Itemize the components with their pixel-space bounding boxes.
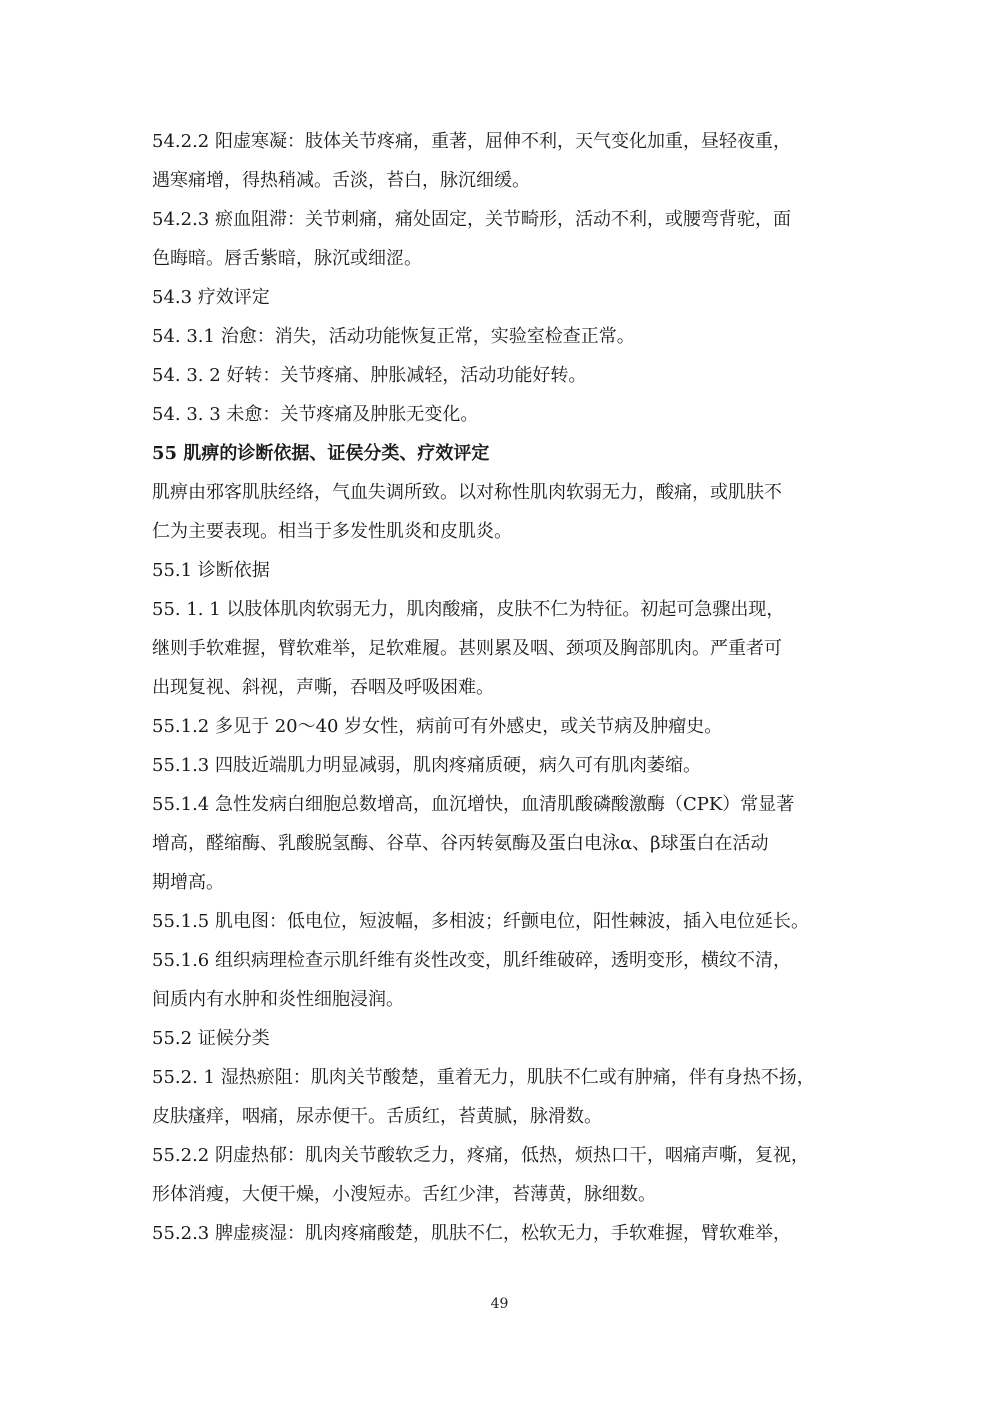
text-line: 增高，醛缩酶、乳酸脱氢酶、谷草、谷丙转氨酶及蛋白电泳α、β球蛋白在活动 bbox=[152, 833, 769, 854]
text-line: 54.2.3 瘀血阻滞：关节刺痛，痛处固定，关节畸形，活动不利，或腰弯背驼，面 bbox=[152, 209, 791, 230]
text-line: 形体消瘦，大便干燥，小溲短赤。舌红少津，苔薄黄，脉细数。 bbox=[152, 1184, 656, 1205]
text-line: 期增高。 bbox=[152, 872, 224, 893]
text-line: 55.1.6 组织病理检查示肌纤维有炎性改变，肌纤维破碎，透明变形，横纹不清， bbox=[152, 950, 791, 971]
text-line: 色晦暗。唇舌紫暗，脉沉或细涩。 bbox=[152, 248, 422, 269]
section-heading: 55 肌痹的诊断依据、证侯分类、疗效评定 bbox=[152, 443, 490, 464]
text-line: 55.1.3 四肢近端肌力明显减弱，肌肉疼痛质硬，病久可有肌肉萎缩。 bbox=[152, 755, 701, 776]
text-line: 遇寒痛增，得热稍减。舌淡，苔白，脉沉细缓。 bbox=[152, 170, 530, 191]
text-line: 55.2. 1 湿热瘀阻：肌肉关节酸楚，重着无力，肌肤不仁或有肿痛，伴有身热不扬， bbox=[152, 1067, 815, 1088]
text-line: 肌痹由邪客肌肤经络，气血失调所致。以对称性肌肉软弱无力，酸痛，或肌肤不 bbox=[152, 482, 782, 503]
text-line: 55.2 证候分类 bbox=[152, 1028, 270, 1049]
text-line: 54.3 疗效评定 bbox=[152, 287, 270, 308]
text-line: 54. 3. 3 未愈：关节疼痛及肿胀无变化。 bbox=[152, 404, 479, 425]
text-line: 55. 1. 1 以肢体肌肉软弱无力，肌肉酸痛，皮肤不仁为特征。初起可急骤出现， bbox=[152, 599, 785, 620]
text-line: 继则手软难握，臂软难举，足软难履。甚则累及咽、颈项及胸部肌肉。严重者可 bbox=[152, 638, 782, 659]
text-line: 55.1.5 肌电图：低电位，短波幅，多相波；纤颤电位，阳性棘波，插入电位延长。 bbox=[152, 911, 809, 932]
text-line: 出现复视、斜视，声嘶，吞咽及呼吸困难。 bbox=[152, 677, 494, 698]
page-number: 49 bbox=[490, 1296, 509, 1312]
text-line: 间质内有水肿和炎性细胞浸润。 bbox=[152, 989, 404, 1010]
text-line: 55.1 诊断依据 bbox=[152, 560, 270, 581]
document-body bbox=[152, 122, 852, 1253]
text-line: 55.1.4 急性发病白细胞总数增高，血沉增快，血清肌酸磷酸激酶（CPK）常显著 bbox=[152, 794, 795, 815]
text-line: 54.2.2 阳虚寒凝：肢体关节疼痛，重著，屈伸不利，天气变化加重，昼轻夜重， bbox=[152, 131, 791, 152]
text-line: 仁为主要表现。相当于多发性肌炎和皮肌炎。 bbox=[152, 521, 512, 542]
text-line: 55.2.3 脾虚痰湿：肌肉疼痛酸楚，肌肤不仁，松软无力，手软难握，臂软难举， bbox=[152, 1223, 791, 1244]
text-line: 54. 3.1 治愈：消失，活动功能恢复正常，实验室检查正常。 bbox=[152, 326, 635, 347]
text-line: 皮肤瘙痒，咽痛，尿赤便干。舌质红，苔黄腻，脉滑数。 bbox=[152, 1106, 602, 1127]
text-line: 54. 3. 2 好转：关节疼痛、肿胀减轻，活动功能好转。 bbox=[152, 365, 587, 386]
text-line: 55.1.2 多见于 20～40 岁女性，病前可有外感史，或关节病及肿瘤史。 bbox=[152, 716, 723, 737]
text-line: 55.2.2 阴虚热郁：肌肉关节酸软乏力，疼痛，低热，烦热口干，咽痛声嘶，复视， bbox=[152, 1145, 809, 1166]
